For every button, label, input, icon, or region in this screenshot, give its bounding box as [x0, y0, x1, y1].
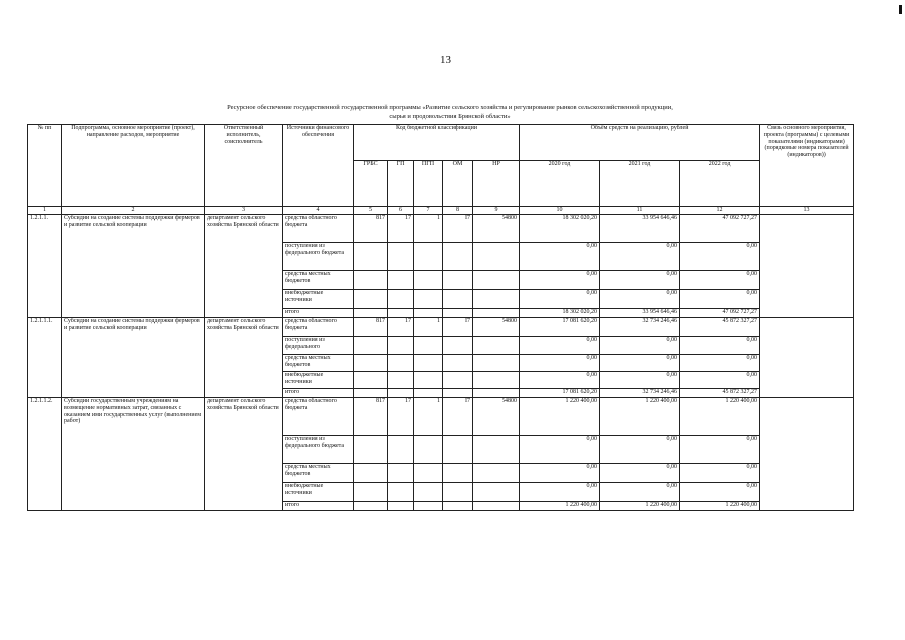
col-index: 12 — [680, 207, 760, 215]
value-2021: 33 954 646,46 — [600, 309, 680, 318]
source-cell: средства местных бюджетов — [283, 464, 354, 483]
group-2 — [28, 318, 854, 398]
value-2020: 0,00 — [520, 355, 600, 372]
value-2022: 0,00 — [680, 290, 760, 309]
header-kbk: Код бюджетной классификации — [354, 125, 520, 161]
om-cell: I7 — [443, 318, 473, 337]
value-2022: 0,00 — [680, 483, 760, 502]
source-cell: поступления из федерального — [283, 337, 354, 355]
header-gp: ГП — [388, 161, 414, 207]
value-2021: 0,00 — [600, 290, 680, 309]
source-cell: средства областного бюджета — [283, 215, 354, 243]
header-link: Связь основного мероприятия, проекта (программы) с целевыми показателями (индикаторами) (порядковые номера показателей (индикаторов)) — [760, 125, 854, 207]
value-2020: 0,00 — [520, 290, 600, 309]
nr-cell: 54800 — [473, 215, 520, 243]
header-num: № пп — [28, 125, 62, 207]
value-2021: 33 954 646,46 — [600, 215, 680, 243]
link-cell — [760, 215, 854, 318]
grbs-cell: 817 — [354, 215, 388, 243]
nr-cell: 54800 — [473, 318, 520, 337]
page-number: 13 — [440, 54, 451, 66]
value-2020: 18 302 020,20 — [520, 215, 600, 243]
header-2020: 2020 год — [520, 161, 600, 207]
value-2020: 17 081 620,20 — [520, 389, 600, 398]
gp-cell: 17 — [388, 398, 414, 436]
col-index: 3 — [205, 207, 283, 215]
group-executor: департамент сельского хозяйства Брянской области — [205, 398, 283, 511]
source-cell: итого — [283, 502, 354, 511]
header-2022: 2022 год — [680, 161, 760, 207]
source-cell: поступления из федерального бюджета — [283, 243, 354, 271]
value-2022: 0,00 — [680, 243, 760, 271]
source-cell: внебюджетные источники — [283, 483, 354, 502]
value-2021: 0,00 — [600, 464, 680, 483]
value-2021: 1 220 400,00 — [600, 398, 680, 436]
value-2021: 0,00 — [600, 337, 680, 355]
col-index: 13 — [760, 207, 854, 215]
value-2020: 0,00 — [520, 483, 600, 502]
group-name: Субсидии на создание системы поддержки фермеров и развитие сельской кооперации — [62, 215, 205, 318]
value-2020: 0,00 — [520, 271, 600, 290]
column-index-row — [28, 207, 854, 215]
value-2020: 0,00 — [520, 436, 600, 464]
pgp-cell: 1 — [414, 318, 443, 337]
title-line-2: сырья и продовольствия Брянской области» — [389, 112, 511, 120]
group-name: Субсидии государственным учреждениям на возмещение нормативных затрат, связанных с оказанием ими государственных услуг (выполнением работ) — [62, 398, 205, 511]
source-cell: итого — [283, 389, 354, 398]
value-2020: 1 220 400,00 — [520, 398, 600, 436]
value-2021: 0,00 — [600, 243, 680, 271]
value-2021: 1 220 400,00 — [600, 502, 680, 511]
edge-mark — [899, 5, 902, 14]
value-2022: 45 872 327,27 — [680, 389, 760, 398]
link-cell — [760, 318, 854, 398]
value-2021: 0,00 — [600, 355, 680, 372]
value-2022: 0,00 — [680, 372, 760, 389]
value-2021: 0,00 — [600, 483, 680, 502]
source-cell: средства областного бюджета — [283, 318, 354, 337]
value-2022: 0,00 — [680, 464, 760, 483]
nr-cell: 54800 — [473, 398, 520, 436]
header-executor: Ответственный исполнитель, соисполнитель — [205, 125, 283, 207]
header-2021: 2021 год — [600, 161, 680, 207]
col-index: 5 — [354, 207, 388, 215]
value-2020: 0,00 — [520, 243, 600, 271]
om-cell: I7 — [443, 215, 473, 243]
grbs-cell: 817 — [354, 318, 388, 337]
pgp-cell: 1 — [414, 398, 443, 436]
value-2020: 0,00 — [520, 372, 600, 389]
group-3 — [28, 398, 854, 511]
header-sources: Источники финансового обеспечения — [283, 125, 354, 207]
source-cell: итого — [283, 309, 354, 318]
header-volume: Объём средств на реализацию, рублей — [520, 125, 760, 161]
value-2022: 45 872 327,27 — [680, 318, 760, 337]
value-2022: 47 092 727,27 — [680, 215, 760, 243]
col-index: 9 — [473, 207, 520, 215]
table-title — [150, 104, 750, 121]
table-row — [28, 318, 854, 337]
header-nr: НР — [473, 161, 520, 207]
grbs-cell: 817 — [354, 398, 388, 436]
value-2021: 0,00 — [600, 271, 680, 290]
source-cell: внебюджетные источники — [283, 290, 354, 309]
title-line-1: Ресурсное обеспечение государственной государственной программы «Развитие сельского хозяйства и регулирование рынков сельскохозяйственной продукции, — [227, 104, 673, 111]
header-om: ОМ — [443, 161, 473, 207]
value-2021: 32 734 246,46 — [600, 318, 680, 337]
header-program: Подпрограмма, основное мероприятие (проект), направление расходов, мероприятие — [62, 125, 205, 207]
table-row — [28, 398, 854, 436]
group-name: Субсидии на создание системы поддержки фермеров и развитие сельской кооперации — [62, 318, 205, 398]
group-executor: департамент сельского хозяйства Брянской области — [205, 215, 283, 318]
group-num: 1.2.1.1.2. — [28, 398, 62, 511]
value-2021: 0,00 — [600, 372, 680, 389]
budget-table — [27, 124, 854, 511]
table-row — [28, 215, 854, 243]
value-2022: 0,00 — [680, 271, 760, 290]
header-grbs: ГРБС — [354, 161, 388, 207]
value-2020: 18 302 020,20 — [520, 309, 600, 318]
col-index: 8 — [443, 207, 473, 215]
link-cell — [760, 398, 854, 511]
source-cell: поступления из федерального бюджета — [283, 436, 354, 464]
value-2022: 0,00 — [680, 337, 760, 355]
value-2022: 1 220 400,00 — [680, 398, 760, 436]
col-index: 4 — [283, 207, 354, 215]
col-index: 2 — [62, 207, 205, 215]
group-executor: департамент сельского хозяйства Брянской области — [205, 318, 283, 398]
source-cell: средства местных бюджетов — [283, 355, 354, 372]
col-index: 6 — [388, 207, 414, 215]
value-2020: 0,00 — [520, 464, 600, 483]
col-index: 10 — [520, 207, 600, 215]
value-2020: 0,00 — [520, 337, 600, 355]
om-cell: I7 — [443, 398, 473, 436]
pgp-cell: 1 — [414, 215, 443, 243]
source-cell: средства местных бюджетов — [283, 271, 354, 290]
group-1 — [28, 215, 854, 318]
gp-cell: 17 — [388, 215, 414, 243]
value-2021: 32 734 246,46 — [600, 389, 680, 398]
col-index: 7 — [414, 207, 443, 215]
gp-cell: 17 — [388, 318, 414, 337]
col-index: 1 — [28, 207, 62, 215]
group-num: 1.2.1.1.1. — [28, 318, 62, 398]
value-2022: 0,00 — [680, 355, 760, 372]
source-cell: внебюджетные источники — [283, 372, 354, 389]
col-index: 11 — [600, 207, 680, 215]
header-pgp: ПГП — [414, 161, 443, 207]
source-cell: средства областного бюджета — [283, 398, 354, 436]
value-2022: 0,00 — [680, 436, 760, 464]
value-2022: 47 092 727,27 — [680, 309, 760, 318]
value-2022: 1 220 400,00 — [680, 502, 760, 511]
group-num: 1.2.1.1. — [28, 215, 62, 318]
value-2021: 0,00 — [600, 436, 680, 464]
value-2020: 1 220 400,00 — [520, 502, 600, 511]
value-2020: 17 081 620,20 — [520, 318, 600, 337]
